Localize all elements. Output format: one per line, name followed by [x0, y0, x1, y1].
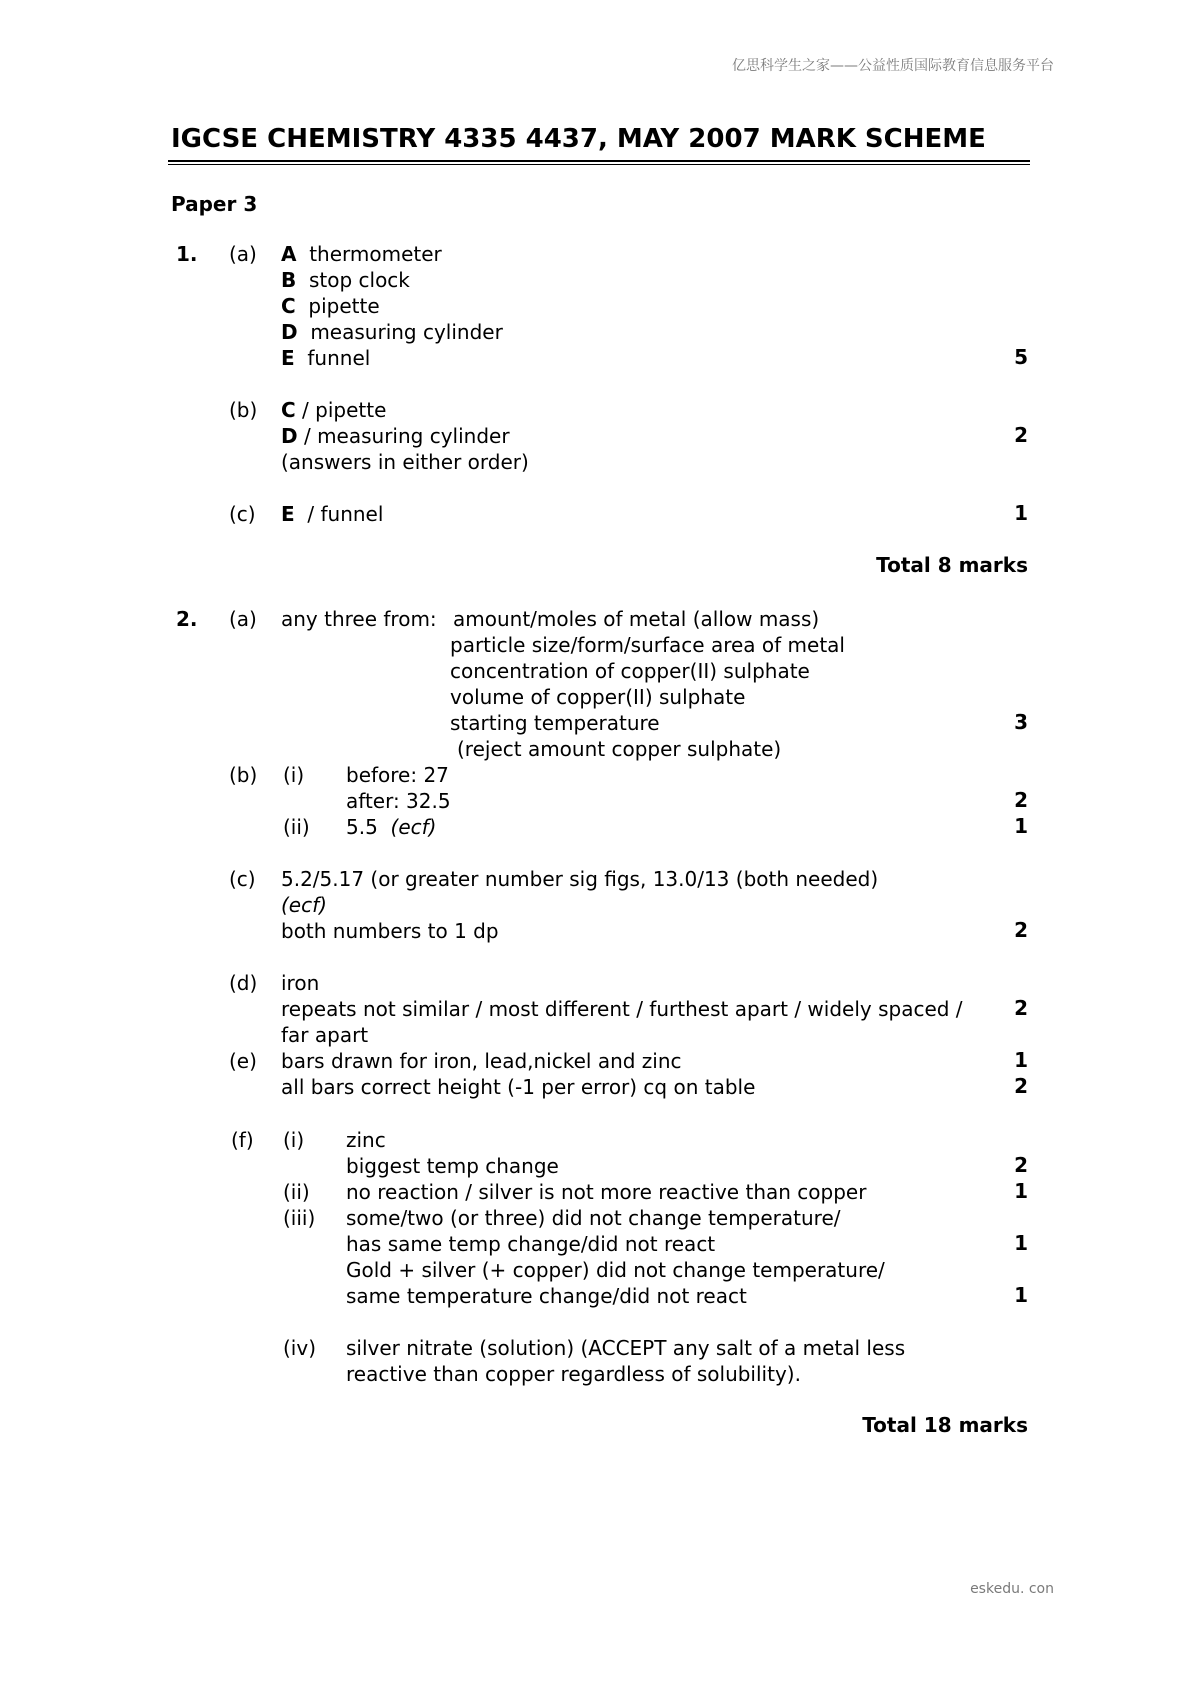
paper-heading: Paper 3 — [171, 192, 258, 216]
answer-line: has same temp change/did not react — [346, 1232, 716, 1256]
mark-value: 5 — [1014, 345, 1028, 369]
answer-note: (ecf) — [281, 893, 327, 917]
subpart-label: (i) — [283, 1128, 305, 1152]
part-label: (b) — [229, 398, 258, 422]
answer-line: before: 27 — [346, 763, 449, 787]
mark-value: 2 — [1014, 918, 1028, 942]
page-title: IGCSE CHEMISTRY 4335 4437, MAY 2007 MARK SCHEME — [171, 124, 986, 154]
mark-value: 2 — [1014, 996, 1028, 1020]
mark-value: 3 — [1014, 710, 1028, 734]
subpart-label: (i) — [283, 763, 305, 787]
answer-line: starting temperature — [450, 711, 660, 735]
mark-value: 1 — [1014, 1179, 1028, 1203]
answer-line: silver nitrate (solution) (ACCEPT any salt of a metal less — [346, 1336, 906, 1360]
part-label: (d) — [229, 971, 258, 995]
mark-value: 2 — [1014, 1074, 1028, 1098]
mark-value: 2 — [1014, 788, 1028, 812]
mark-value: 2 — [1014, 1153, 1028, 1177]
answer-line: 5.2/5.17 (or greater number sig figs, 13.0/13 (both needed) — [281, 867, 879, 891]
question-number: 1. — [176, 242, 198, 266]
part-label: (c) — [229, 502, 256, 526]
answer-line: reactive than copper regardless of solubility). — [346, 1362, 801, 1386]
answer-line: same temperature change/did not react — [346, 1284, 747, 1308]
answer-line: some/two (or three) did not change temperature/ — [346, 1206, 841, 1230]
answer-line: E / funnel — [281, 502, 384, 526]
answer-line: repeats not similar / most different / furthest apart / widely spaced / — [281, 997, 963, 1021]
question-number: 2. — [176, 607, 198, 631]
answer-line: biggest temp change — [346, 1154, 559, 1178]
answer-line: iron — [281, 971, 320, 995]
answer-line: volume of copper(II) sulphate — [450, 685, 746, 709]
answer-line: B stop clock — [281, 268, 410, 292]
answer-line: no reaction / silver is not more reactive than copper — [346, 1180, 867, 1204]
total-marks: Total 18 marks — [862, 1413, 1028, 1437]
answer-line: bars drawn for iron, lead,nickel and zinc — [281, 1049, 682, 1073]
part-label: (f) — [231, 1128, 254, 1152]
answer-lead: any three from: — [281, 607, 437, 631]
part-label: (c) — [229, 867, 256, 891]
answer-note: (reject amount copper sulphate) — [457, 737, 782, 761]
answer-line: after: 32.5 — [346, 789, 451, 813]
part-label: (a) — [229, 242, 257, 266]
answer-line: far apart — [281, 1023, 369, 1047]
mark-value: 2 — [1014, 423, 1028, 447]
part-label: (a) — [229, 607, 257, 631]
subpart-label: (ii) — [283, 815, 310, 839]
answer-line: Gold + silver (+ copper) did not change temperature/ — [346, 1258, 885, 1282]
mark-value: 1 — [1014, 1283, 1028, 1307]
subpart-label: (iii) — [283, 1206, 316, 1230]
answer-line: concentration of copper(II) sulphate — [450, 659, 810, 683]
answer-line: E funnel — [281, 346, 371, 370]
total-marks: Total 8 marks — [876, 553, 1028, 577]
mark-value: 1 — [1014, 501, 1028, 525]
answer-line: both numbers to 1 dp — [281, 919, 499, 943]
answer-line: amount/moles of metal (allow mass) — [453, 607, 820, 631]
answer-line: zinc — [346, 1128, 386, 1152]
answer-line: C / pipette — [281, 398, 387, 422]
answer-line: D / measuring cylinder — [281, 424, 510, 448]
subpart-label: (iv) — [283, 1336, 316, 1360]
mark-value: 1 — [1014, 1048, 1028, 1072]
answer-line: all bars correct height (-1 per error) cq on table — [281, 1075, 756, 1099]
answer-line: C pipette — [281, 294, 380, 318]
answer-line: D measuring cylinder — [281, 320, 503, 344]
answer-line: 5.5 (ecf) — [346, 815, 437, 839]
title-rule-thin — [168, 164, 1030, 165]
title-rule — [168, 160, 1030, 162]
answer-line: A thermometer — [281, 242, 442, 266]
part-label: (e) — [229, 1049, 257, 1073]
part-label: (b) — [229, 763, 258, 787]
answer-line: particle size/form/surface area of metal — [450, 633, 845, 657]
header-watermark: 亿思科学生之家——公益性质国际教育信息服务平台 — [732, 58, 1054, 74]
subpart-label: (ii) — [283, 1180, 310, 1204]
answer-note: (answers in either order) — [281, 450, 529, 474]
mark-value: 1 — [1014, 814, 1028, 838]
mark-value: 1 — [1014, 1231, 1028, 1255]
footer-site: eskedu. con — [970, 1581, 1054, 1597]
